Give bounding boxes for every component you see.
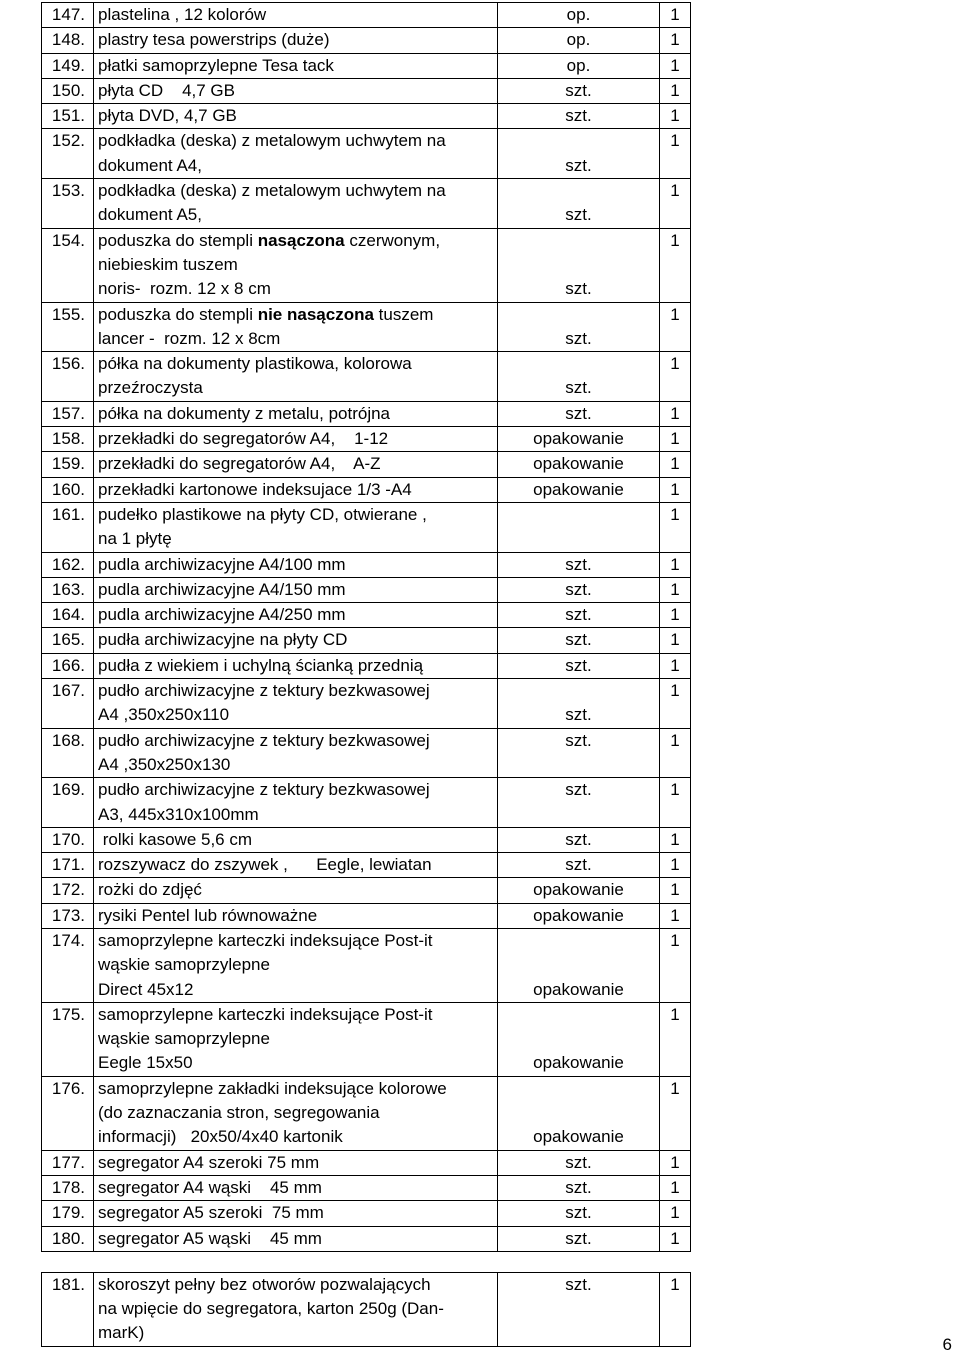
table-row [42,1076,863,1150]
item-quantity: 1 [660,603,691,628]
item-name [94,228,498,302]
item-name: płatki samoprzylepne Tesa tack [94,53,498,78]
item-number: 149. [42,53,94,78]
table-row [42,352,863,402]
table-row [42,129,863,179]
item-name: segregator A5 wąski 45 mm [94,1226,498,1251]
item-number: 162. [42,552,94,577]
item-number: 177. [42,1150,94,1175]
item-number: 168. [42,728,94,778]
item-quantity: 1 [660,452,691,477]
item-quantity: 1 [660,1226,691,1251]
table-row [42,1002,863,1076]
item-number: 174. [42,928,94,1002]
item-number: 159. [42,452,94,477]
table-row [42,1175,863,1200]
item-quantity: 1 [660,302,691,352]
item-unit: opakowanie [498,1076,660,1150]
item-name-emphasis: nasączona [257,230,345,250]
item-name: pudla archiwizacyjne A4/150 mm [94,577,498,602]
item-unit: szt. [498,853,660,878]
item-number: 179. [42,1201,94,1226]
table-row [42,903,863,928]
item-unit: szt. [498,577,660,602]
item-number: 171. [42,853,94,878]
item-number: 163. [42,577,94,602]
item-name-part: poduszka do stempli [98,304,258,324]
item-number: 165. [42,628,94,653]
item-unit: op. [498,3,660,28]
item-number: 169. [42,778,94,828]
item-name: pudla archiwizacyjne A4/100 mm [94,552,498,577]
item-unit: szt. [498,1201,660,1226]
item-quantity: 1 [660,3,691,28]
table-row [42,502,863,552]
item-quantity: 1 [660,1201,691,1226]
item-unit: szt. [498,552,660,577]
item-number: 150. [42,78,94,103]
item-name: płyta CD 4,7 GB [94,78,498,103]
page-number: 6 [942,1335,952,1354]
item-name: pudła archiwizacyjne na płyty CD [94,628,498,653]
item-number: 161. [42,502,94,552]
item-unit: szt. [498,228,660,302]
item-name-emphasis: nie nasączona [257,304,374,324]
item-unit: opakowanie [498,903,660,928]
item-unit: opakowanie [498,427,660,452]
table-row [42,928,863,1002]
table-row [42,401,863,426]
item-name: samoprzylepne zakładki indeksujące kolorowe (do zaznaczania stron, segregowania informacji) 20x50/4x40 kartonik [94,1076,498,1150]
table-row [42,452,863,477]
item-name: pudło archiwizacyjne z tektury bezkwasowej A4 ,350x250x110 [94,679,498,729]
item-quantity: 1 [660,53,691,78]
item-number: 151. [42,104,94,129]
item-quantity: 1 [660,878,691,903]
item-unit: szt. [498,628,660,653]
table-row [42,228,863,302]
item-unit: szt. [498,728,660,778]
item-name: półka na dokumenty z metalu, potrójna [94,401,498,426]
item-name: segregator A5 szeroki 75 mm [94,1201,498,1226]
item-number: 155. [42,302,94,352]
item-number: 180. [42,1226,94,1251]
item-name: pudła z wiekiem i uchylną ścianką przednią [94,653,498,678]
item-quantity: 1 [660,827,691,852]
item-unit: szt. [498,653,660,678]
item-unit: szt. [498,1226,660,1251]
item-name: segregator A4 szeroki 75 mm [94,1150,498,1175]
table-row [42,1150,863,1175]
table-row [42,552,863,577]
table-row [42,3,863,28]
table-row [42,728,863,778]
item-quantity: 1 [660,129,691,179]
item-quantity: 1 [660,502,691,552]
table-row [42,603,863,628]
item-number: 167. [42,679,94,729]
item-name: płyta DVD, 4,7 GB [94,104,498,129]
item-quantity: 1 [660,1150,691,1175]
table-row [42,853,863,878]
table-row [42,477,863,502]
item-unit: szt. [498,679,660,729]
item-number: 148. [42,28,94,53]
item-name: plastry tesa powerstrips (duże) [94,28,498,53]
row-gap [42,1251,863,1272]
item-number: 178. [42,1175,94,1200]
item-name-part: czerwonym, niebieskim tuszem noris- rozm. 12 x 8 cm [98,230,441,299]
item-unit: szt. [498,352,660,402]
items-table [41,2,863,1347]
item-quantity: 1 [660,477,691,502]
item-number: 153. [42,179,94,229]
item-unit: op. [498,28,660,53]
item-name: rysiki Pentel lub równoważne [94,903,498,928]
item-unit: opakowanie [498,452,660,477]
table-row [42,427,863,452]
item-name: rolki kasowe 5,6 cm [94,827,498,852]
table-row [42,577,863,602]
item-number: 152. [42,129,94,179]
item-number: 147. [42,3,94,28]
item-name: samoprzylepne karteczki indeksujące Post-it wąskie samoprzylepne Direct 45x12 [94,928,498,1002]
table-row [42,104,863,129]
item-quantity: 1 [660,401,691,426]
item-name: pudło archiwizacyjne z tektury bezkwasowej A3, 445x310x100mm [94,778,498,828]
table-row [42,628,863,653]
item-unit: szt. [498,603,660,628]
item-quantity: 1 [660,1272,691,1346]
item-unit: szt. [498,778,660,828]
item-name: pudło archiwizacyjne z tektury bezkwasowej A4 ,350x250x130 [94,728,498,778]
item-name: skoroszyt pełny bez otworów pozwalających na wpięcie do segregatora, karton 250g (Dan- marK) [94,1272,498,1346]
item-unit: szt. [498,179,660,229]
item-quantity: 1 [660,903,691,928]
item-unit: szt. [498,302,660,352]
item-name: pudełko plastikowe na płyty CD, otwierane , na 1 płytę [94,502,498,552]
table-row [42,179,863,229]
item-quantity: 1 [660,853,691,878]
item-quantity: 1 [660,679,691,729]
item-name: podkładka (deska) z metalowym uchwytem na dokument A4, [94,129,498,179]
item-unit: szt. [498,1175,660,1200]
item-quantity: 1 [660,728,691,778]
item-number: 156. [42,352,94,402]
item-quantity: 1 [660,552,691,577]
item-number: 172. [42,878,94,903]
item-quantity: 1 [660,1002,691,1076]
item-number: 158. [42,427,94,452]
table-row [42,78,863,103]
item-unit: szt. [498,78,660,103]
table-row [42,53,863,78]
item-name: pudla archiwizacyjne A4/250 mm [94,603,498,628]
table-row [42,827,863,852]
item-quantity: 1 [660,78,691,103]
item-unit [498,502,660,552]
table-row [42,679,863,729]
item-number: 170. [42,827,94,852]
item-quantity: 1 [660,628,691,653]
item-unit: szt. [498,104,660,129]
item-name: podkładka (deska) z metalowym uchwytem na dokument A5, [94,179,498,229]
item-quantity: 1 [660,427,691,452]
item-number: 176. [42,1076,94,1150]
item-quantity: 1 [660,577,691,602]
item-name [94,302,498,352]
table-row [42,1226,863,1251]
item-number: 166. [42,653,94,678]
item-number: 175. [42,1002,94,1076]
item-number: 157. [42,401,94,426]
item-unit: szt. [498,129,660,179]
table-row [42,778,863,828]
item-quantity: 1 [660,778,691,828]
item-name: rożki do zdjęć [94,878,498,903]
item-quantity: 1 [660,28,691,53]
item-number: 154. [42,228,94,302]
item-quantity: 1 [660,179,691,229]
item-unit: opakowanie [498,477,660,502]
item-name: plastelina , 12 kolorów [94,3,498,28]
table-row [42,28,863,53]
item-quantity: 1 [660,928,691,1002]
table-row [42,1272,863,1346]
item-name: przekładki do segregatorów A4, A-Z [94,452,498,477]
item-name: przekładki do segregatorów A4, 1-12 [94,427,498,452]
item-number: 164. [42,603,94,628]
item-unit: szt. [498,827,660,852]
item-name: przekładki kartonowe indeksujace 1/3 -A4 [94,477,498,502]
item-unit: opakowanie [498,878,660,903]
item-unit: szt. [498,1272,660,1346]
item-name-part: poduszka do stempli [98,230,258,250]
table-row [42,302,863,352]
item-name: samoprzylepne karteczki indeksujące Post-it wąskie samoprzylepne Eegle 15x50 [94,1002,498,1076]
table-row [42,653,863,678]
item-unit: opakowanie [498,928,660,1002]
item-unit: szt. [498,1150,660,1175]
item-quantity: 1 [660,352,691,402]
item-number: 173. [42,903,94,928]
item-quantity: 1 [660,228,691,302]
item-quantity: 1 [660,104,691,129]
item-unit: opakowanie [498,1002,660,1076]
item-unit: szt. [498,401,660,426]
table-row [42,878,863,903]
table-row [42,1201,863,1226]
item-name: półka na dokumenty plastikowa, kolorowa przeźroczysta [94,352,498,402]
item-name-part: tuszem lancer - rozm. 12 x 8cm [98,304,434,348]
item-quantity: 1 [660,653,691,678]
item-name: rozszywacz do zszywek , Eegle, lewiatan [94,853,498,878]
item-number: 160. [42,477,94,502]
item-quantity: 1 [660,1175,691,1200]
item-quantity: 1 [660,1076,691,1150]
item-number: 181. [42,1272,94,1346]
item-name: segregator A4 wąski 45 mm [94,1175,498,1200]
item-unit: op. [498,53,660,78]
